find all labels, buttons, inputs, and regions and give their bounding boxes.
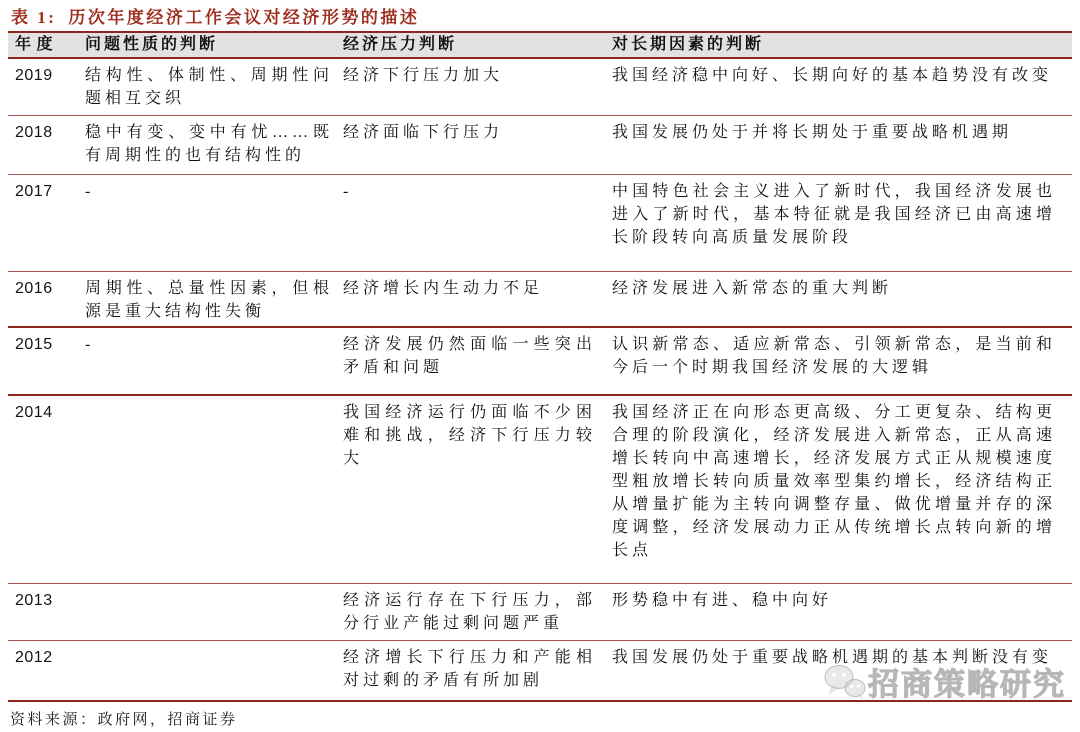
column-header-pressure: 经济压力判断 (343, 36, 458, 53)
cell-year: 2015 (15, 336, 53, 353)
cell-longterm: 中国特色社会主义进入了新时代，我国经济发展也进入了新时代，基本特征就是我国经济已由高速增长阶段转向高质量发展阶段 (612, 183, 1056, 246)
table-row (8, 115, 1072, 174)
cell-pressure: 经济面临下行压力 (343, 124, 504, 141)
cell-year: 2012 (15, 649, 53, 666)
cell-year: 2018 (15, 124, 53, 141)
cell-year: 2013 (15, 592, 53, 609)
table-row (8, 59, 1072, 115)
cell-longterm: 形势稳中有进、稳中向好 (612, 592, 833, 609)
cell-pressure: - (343, 183, 353, 200)
watermark-text: 招商策略研究 (868, 667, 1066, 702)
cell-longterm: 经济发展进入新常态的重大判断 (612, 280, 893, 297)
cell-longterm: 我国经济稳中向好、长期向好的基本趋势没有改变 (612, 67, 1053, 84)
cell-longterm: 我国发展仍处于并将长期处于重要战略机遇期 (612, 124, 1013, 141)
cell-pressure: 经济增长下行压力和产能相对过剩的矛盾有所加剧 (343, 649, 596, 689)
cell-nature: 结构性、体制性、周期性问题相互交织 (85, 67, 333, 107)
cell-pressure: 经济运行存在下行压力，部分行业产能过剩问题严重 (343, 592, 596, 632)
cell-year: 2016 (15, 280, 53, 297)
cell-nature (85, 641, 343, 700)
cell-nature: 稳中有变、变中有忧……既有周期性的也有结构性的 (85, 124, 333, 164)
table-header-row (8, 31, 1072, 59)
cell-year: 2019 (15, 67, 53, 84)
cell-longterm: 我国经济正在向形态更高级、分工更复杂、结构更合理的阶段演化，经济发展进入新常态，正从高速增长转向中高速增长，经济发展方式正从规模速度型粗放增长转向质量效率型集约增长，经济结构正从增量扩能为主转向调整存量、做优增量并存的深度调整，经济发展动力正从传统增长点转向新的增长点 (612, 404, 1056, 559)
cell-nature: 周期性、总量性因素，但根源是重大结构性失衡 (85, 280, 333, 320)
cell-nature: - (85, 336, 95, 353)
table-label: 表 1: (11, 8, 57, 27)
cell-pressure: 经济增长内生动力不足 (343, 280, 544, 297)
table-row (8, 640, 1072, 702)
column-header-longterm: 对长期因素的判断 (612, 36, 765, 53)
cell-pressure: 经济下行压力加大 (343, 67, 504, 84)
page-title (11, 3, 419, 28)
cell-nature (85, 396, 343, 583)
cell-longterm: 认识新常态、适应新常态、引领新常态，是当前和今后一个时期我国经济发展的大逻辑 (612, 336, 1056, 376)
table-row (8, 583, 1072, 640)
table-row (8, 174, 1072, 271)
table-row (8, 326, 1072, 394)
source-note: 资料来源：政府网，招商证券 (10, 712, 238, 728)
cell-longterm: 我国发展仍处于重要战略机遇期的基本判断没有变 (612, 649, 1053, 666)
column-header-year: 年 度 (15, 36, 53, 53)
column-header-nature: 问题性质的判断 (85, 36, 219, 53)
table-title-text: 历次年度经济工作会议对经济形势的描述 (68, 8, 420, 27)
cell-pressure: 我国经济运行仍面临不少困难和挑战，经济下行压力较大 (343, 404, 596, 467)
cell-pressure: 经济发展仍然面临一些突出矛盾和问题 (343, 336, 596, 376)
cell-year: 2017 (15, 183, 53, 200)
table-row (8, 271, 1072, 326)
cell-nature: - (85, 183, 95, 200)
cell-nature (85, 584, 343, 640)
table-row (8, 394, 1072, 583)
cell-year: 2014 (15, 404, 53, 421)
data-table (8, 31, 1072, 729)
